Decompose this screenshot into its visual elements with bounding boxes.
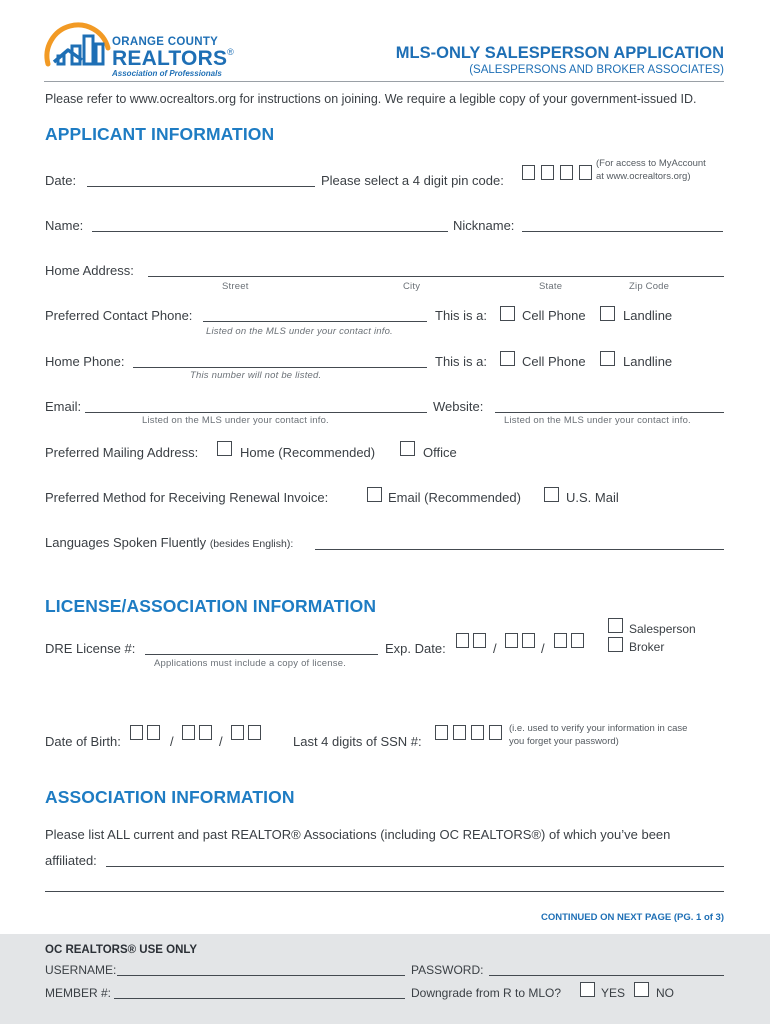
pref-phone-type-label: This is a: [435, 308, 488, 323]
languages-label-main: Languages Spoken Fluently [45, 535, 207, 550]
dob-year-1[interactable] [231, 725, 244, 740]
name-field[interactable] [92, 231, 448, 232]
continued-note: CONTINUED ON NEXT PAGE (PG. 1 of 3) [541, 912, 724, 923]
name-label: Name: [45, 218, 84, 233]
mailing-office-checkbox[interactable] [400, 441, 415, 456]
dre-note: Applications must include a copy of license. [154, 658, 347, 669]
affiliated-field-2[interactable] [45, 891, 724, 892]
downgrade-yes-checkbox[interactable] [580, 982, 595, 997]
exp-slash-2: / [541, 641, 545, 656]
pref-phone-field[interactable] [203, 321, 427, 322]
exp-day-2[interactable] [522, 633, 535, 648]
mailing-home-checkbox[interactable] [217, 441, 232, 456]
pin-digit-3[interactable] [560, 165, 573, 180]
dre-label: DRE License #: [45, 641, 136, 656]
member-field[interactable] [114, 998, 405, 999]
pin-label: Please select a 4 digit pin code: [321, 173, 504, 188]
downgrade-yes-label: YES [601, 986, 626, 1000]
ssn-digit-3[interactable] [471, 725, 484, 740]
pin-digit-2[interactable] [541, 165, 554, 180]
home-phone-type-label: This is a: [435, 354, 488, 369]
renewal-email-checkbox[interactable] [367, 487, 382, 502]
home-phone-note: This number will not be listed. [190, 370, 322, 381]
exp-year-2[interactable] [571, 633, 584, 648]
languages-field[interactable] [315, 549, 724, 550]
logo-line2: REALTORS [112, 47, 228, 70]
pref-phone-landline-label: Landline [623, 308, 673, 323]
pin-digit-1[interactable] [522, 165, 535, 180]
home-phone-field[interactable] [133, 367, 427, 368]
username-label: USERNAME: [45, 963, 117, 977]
form-subtitle: (SALESPERSONS AND BROKER ASSOCIATES) [469, 64, 724, 76]
logo-line1: ORANGE COUNTY [112, 36, 219, 48]
dob-month-1[interactable] [130, 725, 143, 740]
logo-reg: ® [227, 47, 234, 57]
logo [40, 18, 240, 80]
dre-field[interactable] [145, 654, 378, 655]
logo-wordmark [112, 47, 234, 71]
ssn-digit-2[interactable] [453, 725, 466, 740]
applicant-heading: APPLICANT INFORMATION [45, 124, 275, 144]
password-field[interactable] [489, 975, 724, 976]
ssn-note-2: you forget your password) [509, 736, 619, 747]
email-note: Listed on the MLS under your contact info. [142, 415, 329, 426]
downgrade-no-checkbox[interactable] [634, 982, 649, 997]
pin-digit-4[interactable] [579, 165, 592, 180]
dob-month-2[interactable] [147, 725, 160, 740]
form-title: MLS-ONLY SALESPERSON APPLICATION [395, 44, 724, 62]
license-heading: LICENSE/ASSOCIATION INFORMATION [45, 596, 377, 616]
address-zip-caption: Zip Code [629, 281, 670, 292]
exp-slash-1: / [493, 641, 497, 656]
date-field[interactable] [87, 186, 315, 187]
nickname-field[interactable] [522, 231, 723, 232]
mailing-home-label: Home (Recommended) [240, 445, 376, 460]
website-note: Listed on the MLS under your contact info. [504, 415, 691, 426]
broker-checkbox[interactable] [608, 637, 623, 652]
logo-line3: Association of Professionals [112, 69, 222, 78]
dob-slash-2: / [219, 734, 223, 749]
home-phone-landline-checkbox[interactable] [600, 351, 615, 366]
affiliated-field-1[interactable] [106, 866, 724, 867]
email-label: Email: [45, 399, 82, 414]
exp-date-label: Exp. Date: [385, 641, 446, 656]
email-field[interactable] [85, 412, 427, 413]
home-phone-cell-checkbox[interactable] [500, 351, 515, 366]
association-text: Please list ALL current and past REALTOR® Associations (including OC REALTORS®) of which you’ve been [45, 827, 671, 842]
header-rule [44, 81, 724, 82]
member-label: MEMBER #: [45, 986, 112, 1000]
salesperson-checkbox[interactable] [608, 618, 623, 633]
pref-phone-label: Preferred Contact Phone: [45, 308, 193, 323]
languages-label [45, 535, 293, 550]
home-phone-cell-label: Cell Phone [522, 354, 586, 369]
pref-phone-note: Listed on the MLS under your contact info. [206, 326, 393, 337]
date-label: Date: [45, 173, 77, 188]
dob-day-1[interactable] [182, 725, 195, 740]
home-phone-landline-label: Landline [623, 354, 673, 369]
ssn-digit-1[interactable] [435, 725, 448, 740]
pref-phone-cell-label: Cell Phone [522, 308, 586, 323]
renewal-email-label: Email (Recommended) [388, 490, 521, 505]
office-use-heading: OC REALTORS® USE ONLY [45, 944, 198, 956]
address-state-caption: State [539, 281, 563, 292]
renewal-label: Preferred Method for Receiving Renewal Invoice: [45, 490, 329, 505]
dob-label: Date of Birth: [45, 734, 121, 749]
pin-note-2: at www.ocrealtors.org) [596, 171, 691, 182]
exp-day-1[interactable] [505, 633, 518, 648]
exp-year-1[interactable] [554, 633, 567, 648]
password-label: PASSWORD: [411, 963, 484, 977]
renewal-mail-checkbox[interactable] [544, 487, 559, 502]
username-field[interactable] [117, 975, 405, 976]
logo-mark-icon [42, 18, 116, 76]
website-field[interactable] [495, 412, 724, 413]
pref-phone-cell-checkbox[interactable] [500, 306, 515, 321]
pin-note-1: (For access to MyAccount [596, 158, 706, 169]
intro-text: Please refer to www.ocrealtors.org for instructions on joining. We require a legible copy of your government-issued ID. [45, 92, 697, 106]
downgrade-no-label: NO [656, 986, 674, 1000]
home-phone-label: Home Phone: [45, 354, 125, 369]
exp-month-1[interactable] [456, 633, 469, 648]
mailing-label: Preferred Mailing Address: [45, 445, 199, 460]
dob-day-2[interactable] [199, 725, 212, 740]
ssn-note-1: (i.e. used to verify your information in case [509, 723, 688, 734]
home-address-field[interactable] [148, 276, 724, 277]
dob-slash-1: / [170, 734, 174, 749]
mailing-office-label: Office [423, 445, 457, 460]
downgrade-label: Downgrade from R to MLO? [411, 986, 562, 1000]
ssn-label: Last 4 digits of SSN #: [293, 734, 422, 749]
dob-year-2[interactable] [248, 725, 261, 740]
broker-label: Broker [629, 640, 665, 654]
home-address-label: Home Address: [45, 263, 134, 278]
affiliated-label: affiliated: [45, 853, 97, 868]
ssn-digit-4[interactable] [489, 725, 502, 740]
languages-label-small: (besides English): [209, 538, 294, 550]
renewal-mail-label: U.S. Mail [566, 490, 619, 505]
pref-phone-landline-checkbox[interactable] [600, 306, 615, 321]
website-label: Website: [433, 399, 484, 414]
nickname-label: Nickname: [453, 218, 515, 233]
salesperson-label: Salesperson [629, 622, 696, 636]
exp-month-2[interactable] [473, 633, 486, 648]
address-street-caption: Street [222, 281, 249, 292]
association-heading: ASSOCIATION INFORMATION [45, 787, 295, 807]
address-city-caption: City [403, 281, 421, 292]
